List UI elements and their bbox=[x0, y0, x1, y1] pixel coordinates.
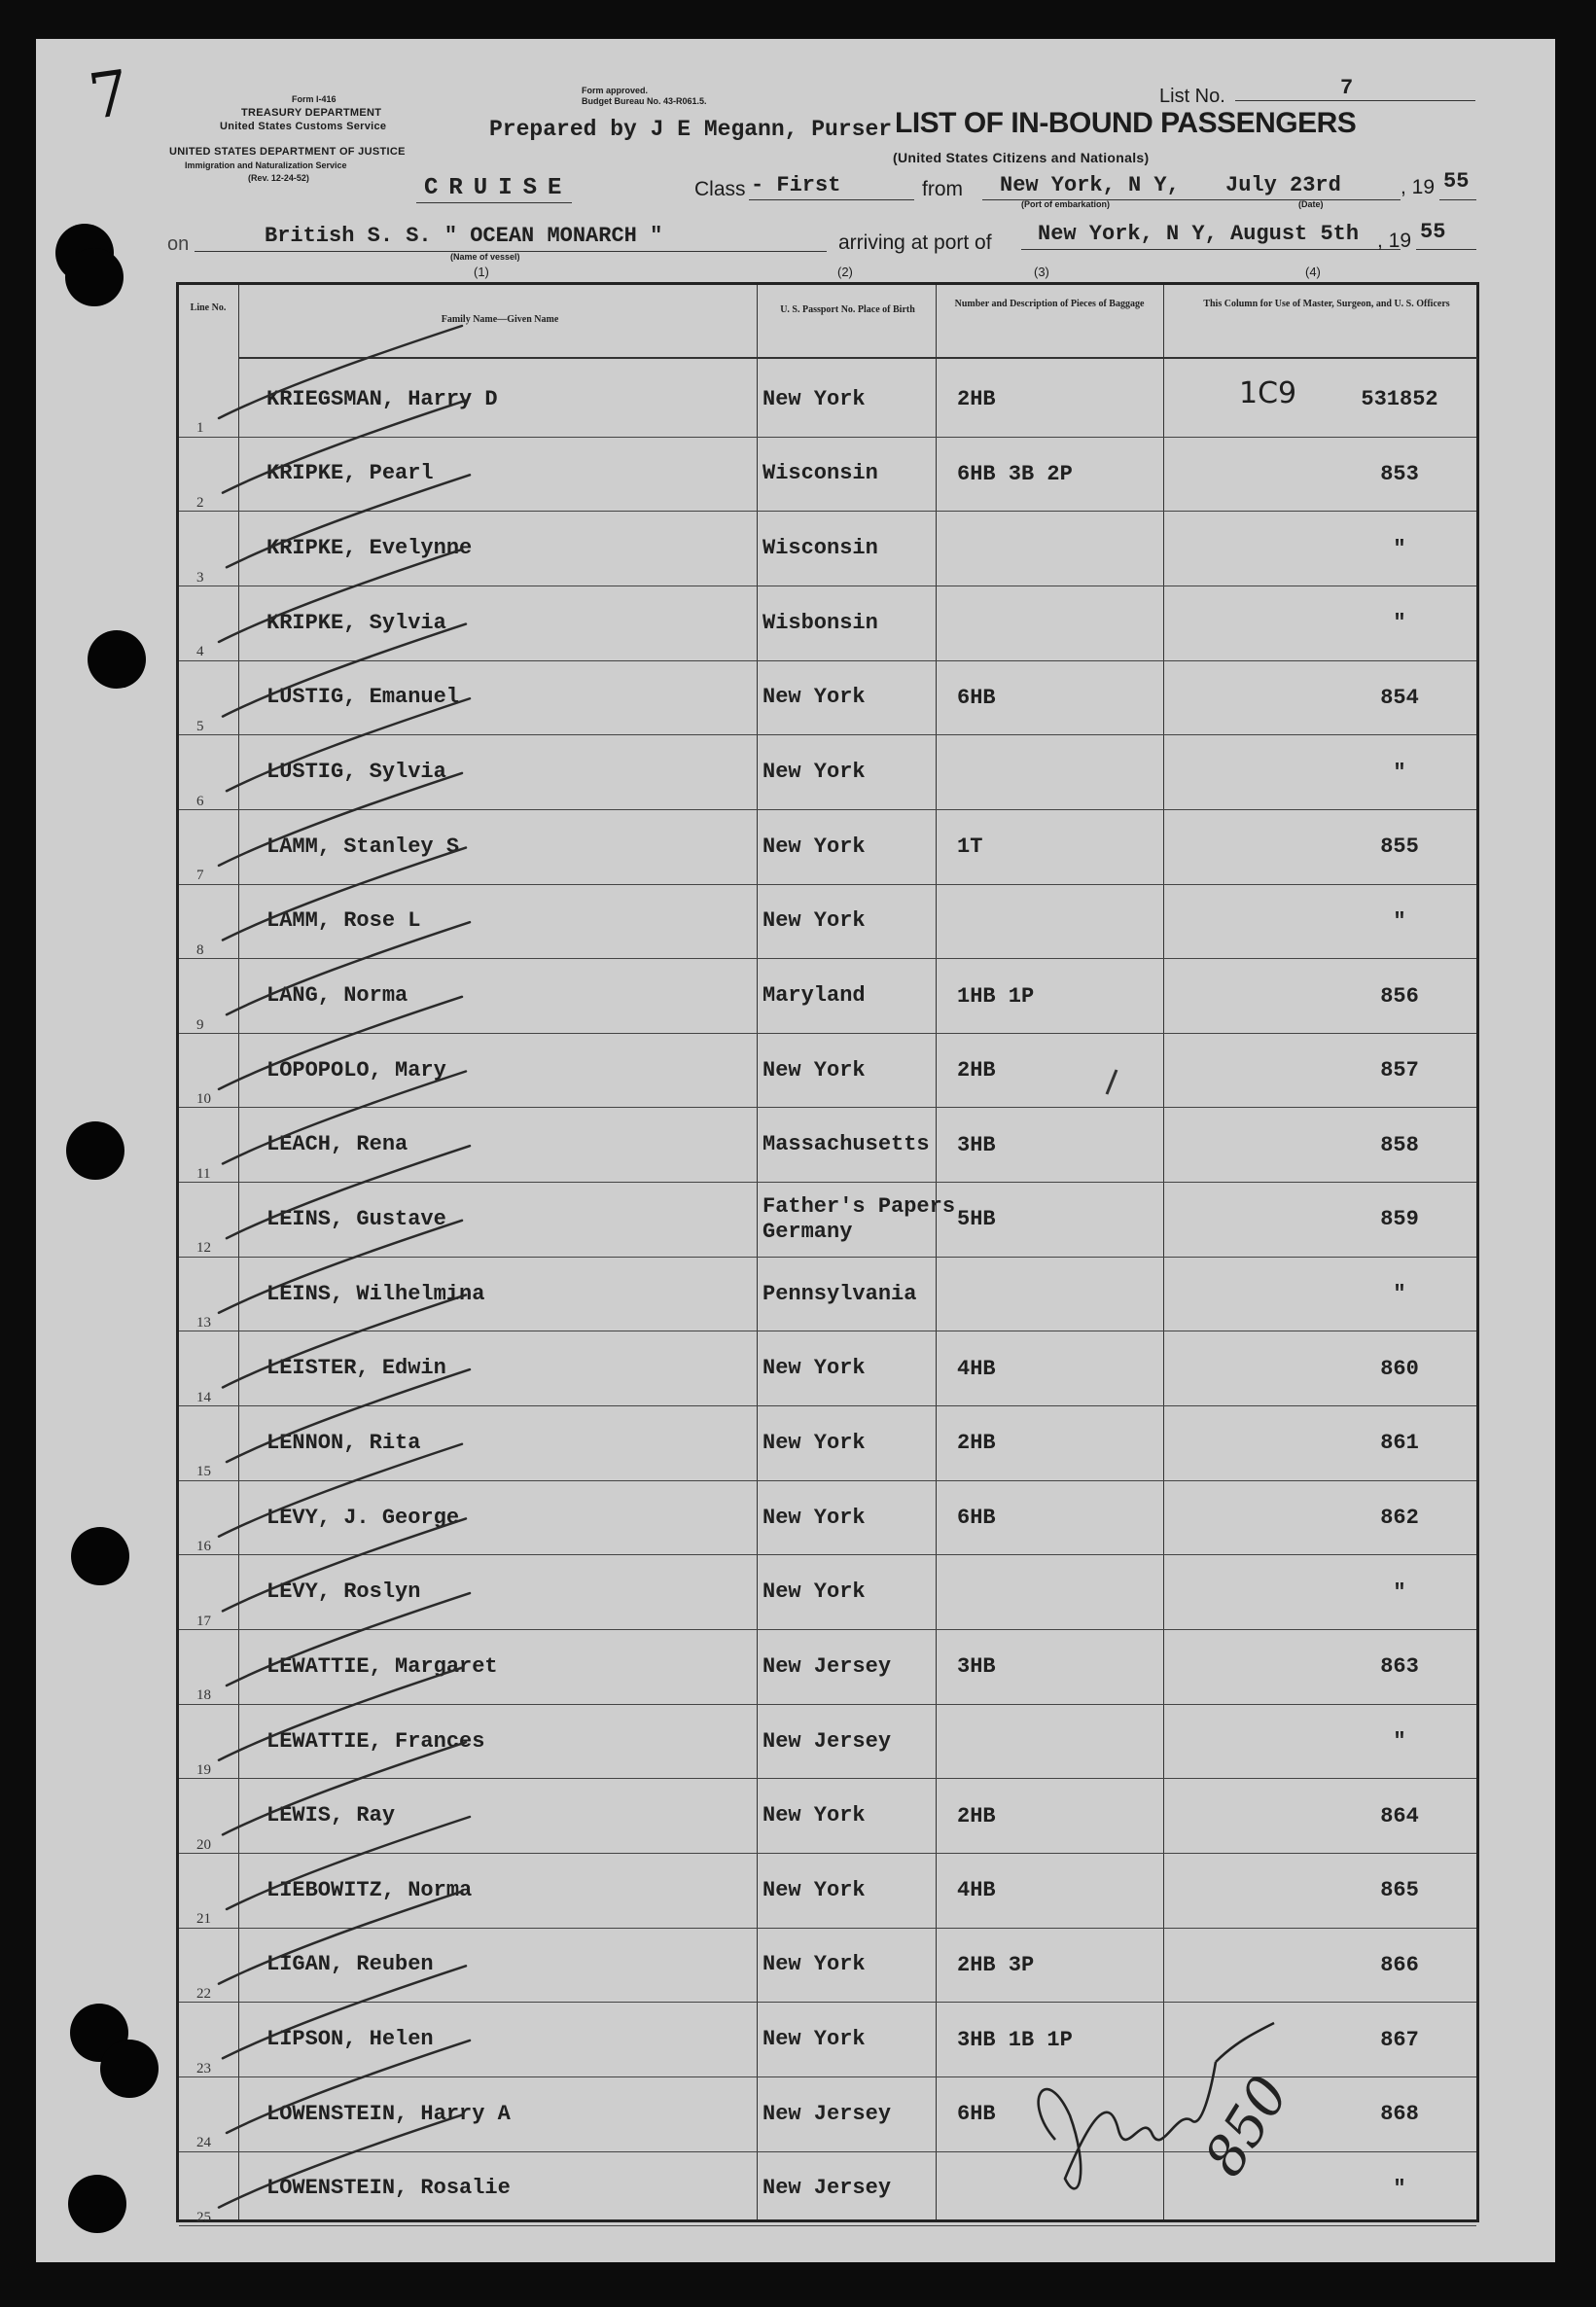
header-name: Family Name—Given Name bbox=[441, 314, 559, 325]
header-passport-birth: U. S. Passport No. Place of Birth bbox=[780, 304, 915, 315]
baggage: 5HB bbox=[957, 1207, 996, 1232]
birthplace: New York bbox=[763, 1057, 866, 1083]
line-number: 22 bbox=[196, 1985, 211, 2002]
corner-mark: 7 bbox=[84, 57, 134, 135]
arriving-label: arriving at port of bbox=[838, 231, 992, 254]
check-mark bbox=[227, 2041, 470, 2133]
passenger-name: LEWATTIE, Frances bbox=[266, 1728, 485, 1754]
line-number: 13 bbox=[196, 1315, 211, 1331]
baggage: 6HB bbox=[957, 2102, 996, 2127]
line-number: 15 bbox=[196, 1464, 211, 1480]
line-number: 20 bbox=[196, 1836, 211, 1853]
form-approved: Form approved. bbox=[582, 86, 649, 95]
baggage: 2HB 3P bbox=[957, 1952, 1035, 1977]
arrival-port-date: New York, N Y, August 5th bbox=[1038, 222, 1360, 246]
passenger-name: LOWENSTEIN, Harry A bbox=[266, 2101, 511, 2126]
check-mark bbox=[223, 1072, 466, 1164]
birthplace: New York bbox=[763, 1877, 866, 1902]
check-mark bbox=[219, 1444, 462, 1537]
birthplace: New York bbox=[763, 2027, 866, 2052]
passenger-name: LOWENSTEIN, Rosalie bbox=[266, 2176, 511, 2201]
check-mark bbox=[223, 624, 466, 717]
passenger-name: LOPOPOLO, Mary bbox=[266, 1057, 446, 1083]
check-mark bbox=[223, 1518, 466, 1611]
officer-number: 867 bbox=[1380, 2027, 1419, 2052]
passenger-name: LENNON, Rita bbox=[266, 1430, 421, 1455]
check-mark bbox=[227, 698, 470, 791]
check-mark bbox=[219, 1221, 462, 1313]
baggage: 1HB 1P bbox=[957, 983, 1035, 1009]
passenger-name: LUSTIG, Emanuel bbox=[266, 685, 460, 710]
officer-number: " bbox=[1393, 1579, 1406, 1605]
check-mark bbox=[219, 326, 462, 418]
list-number: 7 bbox=[1340, 76, 1354, 100]
line-number: 5 bbox=[196, 718, 204, 734]
line-number: 7 bbox=[196, 868, 204, 884]
class-value: - First bbox=[751, 173, 841, 197]
birthplace: Father's Papers Germany bbox=[763, 1193, 956, 1244]
line-number: 11 bbox=[196, 1165, 211, 1182]
birthplace: Maryland bbox=[763, 983, 866, 1008]
on-label: on bbox=[167, 233, 190, 255]
birthplace: New York bbox=[763, 1430, 866, 1455]
baggage: 1T bbox=[957, 834, 983, 860]
port-embark-caption: (Port of embarkation) bbox=[1021, 199, 1111, 209]
line-number: 1 bbox=[196, 420, 204, 437]
baggage: 3HB bbox=[957, 1654, 996, 1680]
passenger-name: LEACH, Rena bbox=[266, 1132, 408, 1157]
check-mark bbox=[219, 550, 462, 642]
line-number: 2 bbox=[196, 494, 204, 511]
officer-stamp-prefix: 1C9 bbox=[1239, 376, 1297, 410]
officer-number: " bbox=[1393, 760, 1406, 785]
officer-number: 858 bbox=[1380, 1132, 1419, 1157]
check-mark bbox=[223, 1295, 466, 1387]
line-number: 9 bbox=[196, 1016, 204, 1033]
arrival-year-prefix: , 19 bbox=[1377, 230, 1412, 252]
birthplace: New York bbox=[763, 1356, 866, 1381]
passenger-name: LAMM, Rose L bbox=[266, 908, 421, 934]
passenger-name: LANG, Norma bbox=[266, 983, 408, 1008]
officer-number: 855 bbox=[1380, 834, 1419, 860]
passenger-name: LEINS, Gustave bbox=[266, 1206, 446, 1231]
officer-number: " bbox=[1393, 536, 1406, 561]
form-title: LIST OF IN-BOUND PASSENGERS bbox=[895, 107, 1357, 139]
line-number: 14 bbox=[196, 1389, 211, 1405]
check-mark bbox=[227, 1369, 470, 1462]
check-mark bbox=[223, 401, 466, 493]
header-officers-column: This Column for Use of Master, Surgeon, and U. S. Officers bbox=[1203, 299, 1450, 309]
check-mark bbox=[219, 773, 462, 866]
column-number-4: (4) bbox=[1305, 265, 1321, 279]
check-marks bbox=[219, 326, 470, 2208]
officer-number: 861 bbox=[1380, 1431, 1419, 1456]
passenger-name: KRIPKE, Sylvia bbox=[266, 610, 446, 635]
baggage: 6HB 3B 2P bbox=[957, 461, 1073, 486]
birthplace: Wisbonsin bbox=[763, 610, 878, 635]
baggage: 2HB bbox=[957, 1431, 996, 1456]
header-line-no: Line No. bbox=[190, 302, 227, 313]
baggage: 3HB 1B 1P bbox=[957, 2027, 1073, 2052]
line-number: 25 bbox=[196, 2209, 211, 2225]
officer-number: 865 bbox=[1380, 1878, 1419, 1903]
check-mark bbox=[219, 1668, 462, 1760]
birthplace: New York bbox=[763, 1505, 866, 1530]
customs-service: United States Customs Service bbox=[220, 121, 387, 132]
birthplace: Wisconsin bbox=[763, 536, 878, 561]
line-number: 4 bbox=[196, 644, 204, 660]
officer-number: 863 bbox=[1380, 1654, 1419, 1680]
list-number-label: List No. bbox=[1159, 86, 1225, 107]
passenger-name: LEVY, Roslyn bbox=[266, 1579, 421, 1605]
check-mark bbox=[219, 2115, 462, 2208]
check-mark bbox=[227, 1817, 470, 1909]
officer-number: 860 bbox=[1380, 1356, 1419, 1381]
birthplace: New York bbox=[763, 685, 866, 710]
department-of-justice: UNITED STATES DEPARTMENT OF JUSTICE bbox=[169, 146, 406, 158]
officer-number: 859 bbox=[1380, 1207, 1419, 1232]
birthplace: New Jersey bbox=[763, 1653, 892, 1679]
officer-number: 856 bbox=[1380, 983, 1419, 1009]
cruise-label: CRUISE bbox=[424, 175, 573, 201]
passenger-name: LEISTER, Edwin bbox=[266, 1356, 446, 1381]
officer-number: 864 bbox=[1380, 1803, 1419, 1828]
form-subtitle: (United States Citizens and Nationals) bbox=[893, 150, 1150, 165]
passenger-name: LIGAN, Reuben bbox=[266, 1952, 434, 1977]
passenger-name: KRIPKE, Evelynne bbox=[266, 536, 473, 561]
check-mark bbox=[219, 1892, 462, 1984]
birthplace: Wisconsin bbox=[763, 461, 878, 486]
passenger-name: KRIPKE, Pearl bbox=[266, 461, 434, 486]
vessel-caption: (Name of vessel) bbox=[450, 252, 520, 262]
birthplace: New York bbox=[763, 1579, 866, 1605]
line-number: 16 bbox=[196, 1539, 211, 1555]
form-number: Form I-416 bbox=[292, 94, 337, 104]
birthplace: New York bbox=[763, 908, 866, 934]
port-of-embarkation: New York, N Y, bbox=[1000, 173, 1180, 197]
pencil-mark bbox=[1107, 1070, 1117, 1094]
line-number: 10 bbox=[196, 1091, 211, 1108]
class-label: Class bbox=[694, 178, 746, 200]
officer-number: " bbox=[1393, 2176, 1406, 2201]
check-mark bbox=[223, 1742, 466, 1834]
birthplace: New York bbox=[763, 386, 866, 411]
column-number-3: (3) bbox=[1034, 265, 1049, 279]
birthplace: New York bbox=[763, 1952, 866, 1977]
baggage: 4HB bbox=[957, 1356, 996, 1381]
birthplace: New Jersey bbox=[763, 2176, 892, 2201]
officer-number: " bbox=[1393, 611, 1406, 636]
officer-number: 866 bbox=[1380, 1952, 1419, 1977]
check-mark bbox=[227, 1146, 470, 1238]
officer-number: 531852 bbox=[1361, 387, 1438, 412]
treasury-department: TREASURY DEPARTMENT bbox=[241, 107, 382, 119]
baggage: 2HB bbox=[957, 387, 996, 412]
baggage: 6HB bbox=[957, 1506, 996, 1531]
passenger-name: LEVY, J. George bbox=[266, 1505, 460, 1530]
passenger-name: LIPSON, Helen bbox=[266, 2027, 434, 2052]
embark-year-prefix: , 19 bbox=[1401, 176, 1436, 198]
birthplace: New Jersey bbox=[763, 2101, 892, 2126]
birthplace: New Jersey bbox=[763, 1728, 892, 1754]
line-number: 24 bbox=[196, 2135, 211, 2151]
baggage: 2HB bbox=[957, 1058, 996, 1083]
embark-year: 55 bbox=[1443, 169, 1470, 194]
birthplace: New York bbox=[763, 760, 866, 785]
prepared-by: Prepared by J E Megann, Purser bbox=[489, 117, 893, 142]
column-number-2: (2) bbox=[837, 265, 853, 279]
date-caption: (Date) bbox=[1298, 199, 1324, 209]
line-number: 18 bbox=[196, 1687, 211, 1704]
officer-number: 857 bbox=[1380, 1058, 1419, 1083]
arrival-year: 55 bbox=[1420, 220, 1446, 244]
check-mark bbox=[223, 848, 466, 941]
vessel-name: British S. S. " OCEAN MONARCH " bbox=[265, 224, 663, 248]
immigration-service: Immigration and Naturalization Service bbox=[185, 160, 347, 170]
passenger-name: LEWATTIE, Margaret bbox=[266, 1653, 498, 1679]
officer-number: " bbox=[1393, 1729, 1406, 1754]
handwritten-total: 850 bbox=[1192, 2065, 1302, 2187]
embarkation-date: July 23rd bbox=[1225, 173, 1341, 197]
line-number: 19 bbox=[196, 1762, 211, 1778]
officer-number: 854 bbox=[1380, 685, 1419, 710]
check-mark bbox=[227, 1593, 470, 1686]
passenger-name: KRIEGSMAN, Harry D bbox=[266, 386, 498, 411]
line-number: 17 bbox=[196, 1613, 211, 1629]
passenger-name: LIEBOWITZ, Norma bbox=[266, 1877, 473, 1902]
check-mark bbox=[227, 475, 470, 567]
birthplace: Pennsylvania bbox=[763, 1281, 917, 1306]
passenger-name: LEINS, Wilhelmina bbox=[266, 1281, 485, 1306]
baggage: 4HB bbox=[957, 1878, 996, 1903]
birthplace: Massachusetts bbox=[763, 1132, 930, 1157]
baggage: 2HB bbox=[957, 1803, 996, 1828]
from-label: from bbox=[922, 178, 963, 200]
officer-number: " bbox=[1393, 1282, 1406, 1307]
check-mark bbox=[227, 922, 470, 1014]
birthplace: New York bbox=[763, 1803, 866, 1828]
baggage: 3HB bbox=[957, 1132, 996, 1157]
passenger-name: LUSTIG, Sylvia bbox=[266, 760, 446, 785]
check-mark bbox=[219, 997, 462, 1089]
line-number: 8 bbox=[196, 941, 204, 958]
officer-number: 868 bbox=[1380, 2102, 1419, 2127]
passenger-name: LAMM, Stanley S bbox=[266, 834, 460, 859]
line-number: 23 bbox=[196, 2060, 211, 2076]
budget-bureau: Budget Bureau No. 43-R061.5. bbox=[582, 96, 707, 106]
officer-number: 862 bbox=[1380, 1506, 1419, 1531]
line-number: 21 bbox=[196, 1911, 211, 1928]
line-number: 3 bbox=[196, 569, 204, 586]
birthplace: New York bbox=[763, 834, 866, 859]
passenger-name: LEWIS, Ray bbox=[266, 1803, 396, 1828]
check-mark bbox=[223, 1966, 466, 2058]
officer-number: 853 bbox=[1380, 461, 1419, 486]
header-baggage: Number and Description of Pieces of Baggage bbox=[954, 299, 1145, 309]
form-revision: (Rev. 12-24-52) bbox=[248, 173, 309, 183]
baggage: 6HB bbox=[957, 685, 996, 710]
line-number: 12 bbox=[196, 1240, 211, 1257]
officer-number: " bbox=[1393, 908, 1406, 934]
line-number: 6 bbox=[196, 793, 204, 809]
column-number-1: (1) bbox=[474, 265, 489, 279]
